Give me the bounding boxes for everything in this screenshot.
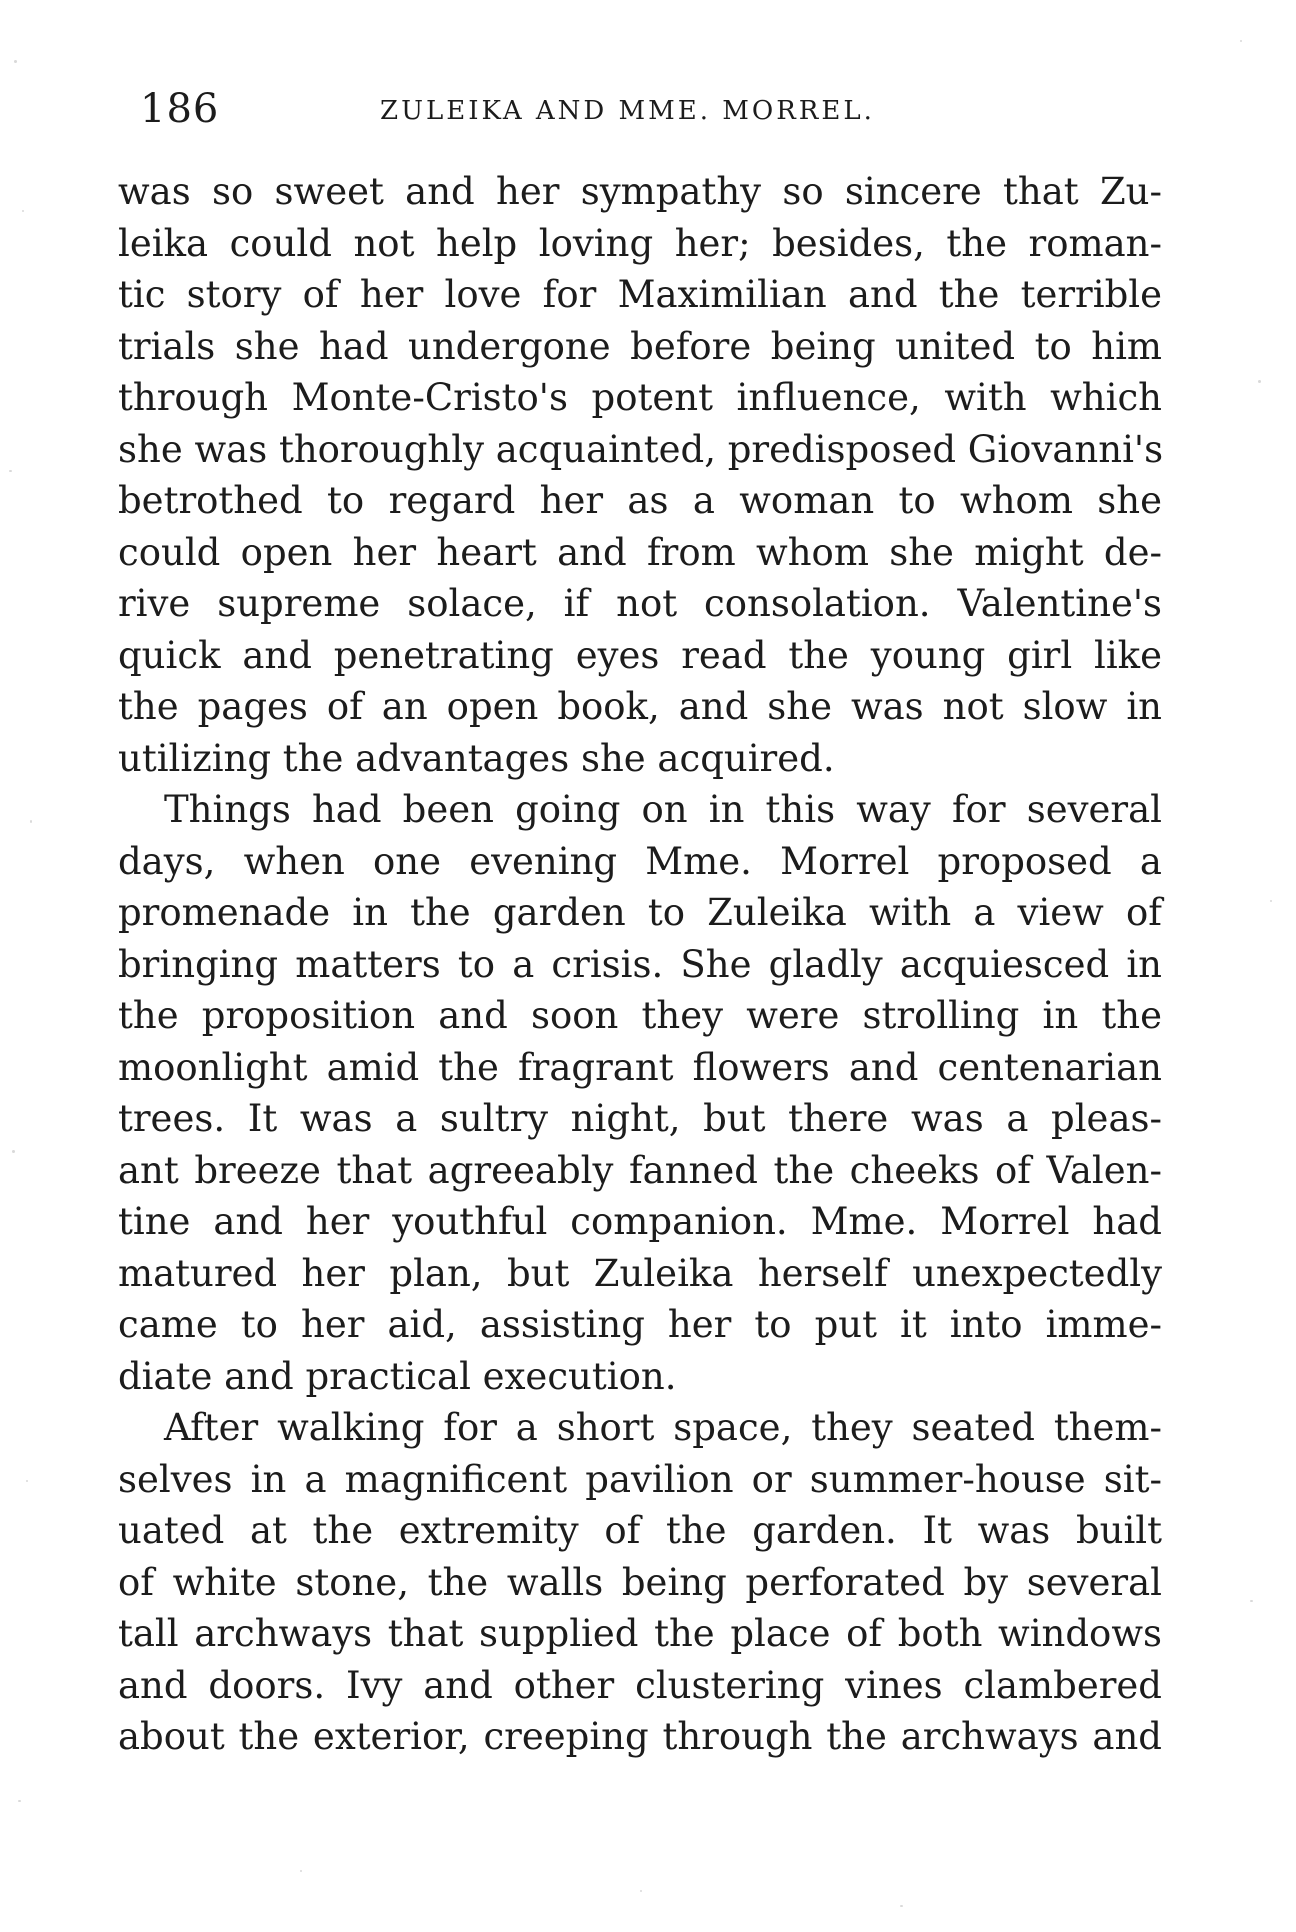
text-line: the pages of an open book, and she was not slow in [118,685,1162,728]
text-line: about the exterior, creeping through the archways and [118,1715,1162,1758]
scan-speckle [1250,1600,1253,1602]
scan-speckle [18,1800,21,1802]
text-line: came to her aid, assisting her to put it into imme- [118,1303,1162,1346]
scan-speckle [12,1150,15,1153]
text-line: selves in a magnificent pavilion or summer-house sit- [118,1457,1162,1501]
text-line: bringing matters to a crisis. She gladly acquiesced in [118,942,1162,986]
body-text [118,166,1162,1763]
text-line: utilizing the advantages she acquired. [118,736,835,780]
text-line: moonlight amid the fragrant flowers and centenarian [118,1045,1162,1089]
text-line: tine and her youthful companion. Mme. Morrel had [118,1200,1162,1243]
paragraph [118,166,1162,784]
scan-speckle [14,60,17,63]
scan-speckle [1270,900,1272,902]
text-line: she was thoroughly acquainted, predisposed Giovanni's [118,427,1164,471]
running-head: ZULEIKA AND MME. MORREL. [380,96,875,126]
scan-speckle [1258,380,1261,383]
text-line: ant breeze that agreeably fanned the cheeks of Valen- [118,1148,1162,1192]
text-line: was so sweet and her sympathy so sincere that Zu- [118,170,1162,213]
scan-speckle [30,820,32,823]
scan-speckle [300,1870,302,1872]
text-line: leika could not help loving her; besides, the roman- [118,221,1162,265]
text-line: promenade in the garden to Zuleika with a view of [118,891,1162,934]
text-line: days, when one evening Mme. Morrel proposed a [118,839,1162,883]
text-line: trees. It was a sultry night, but there was a pleas- [118,1097,1162,1140]
paragraph [118,784,1162,1402]
text-line: uated at the extremity of the garden. It was built [118,1509,1162,1552]
text-line: rive supreme solace, if not consolation. Valentine's [118,582,1162,625]
scan-speckle [640,1890,642,1892]
text-line: and doors. Ivy and other clustering vines clambered [118,1663,1162,1707]
scan-speckle [900,1905,903,1907]
scan-speckle [26,1480,28,1482]
text-line: betrothed to regard her as a woman to whom she [118,479,1162,522]
text-line: trials she had undergone before being united to him [118,324,1162,368]
page-number: 186 [140,86,220,132]
scan-speckle [1240,40,1242,42]
text-line: quick and penetrating eyes read the young girl like [118,633,1162,677]
text-line: through Monte-Cristo's potent influence, with which [118,376,1162,419]
text-line: Things had been going on in this way for several [164,788,1162,831]
text-line: could open her heart and from whom she might de- [118,530,1162,574]
paragraph [118,1402,1162,1763]
text-line: tall archways that supplied the place of both windows [118,1612,1162,1655]
scan-speckle [9,470,12,472]
text-line: the proposition and soon they were strolling in the [118,994,1162,1037]
scan-speckle [22,210,24,212]
text-line: diate and practical execution. [118,1354,677,1398]
text-line: After walking for a short space, they seated them- [164,1406,1162,1449]
text-line: matured her plan, but Zuleika herself unexpectedly [118,1251,1162,1295]
text-line: tic story of her love for Maximilian and the terrible [118,273,1162,316]
page-header [140,86,1160,136]
text-line: of white stone, the walls being perforated by several [118,1560,1162,1604]
